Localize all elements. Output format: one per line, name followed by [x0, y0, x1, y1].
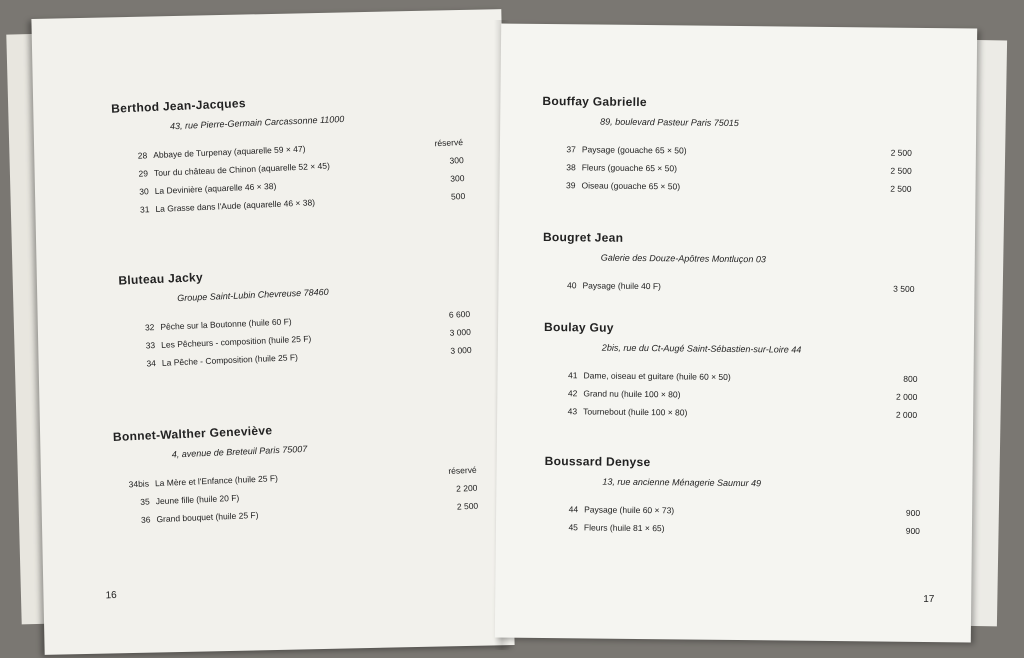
works-list [544, 504, 920, 544]
work-item: 44 Paysage (huile 60 × 73) 900 [568, 504, 921, 518]
work-item: 31 La Grasse dans l'Aude (aquarelle 46 × 38) 500 [139, 190, 466, 215]
works-list [120, 309, 472, 378]
work-item: 34bis La Mère et l'Enfance (huile 25 F) réservé [128, 464, 477, 490]
artist-address: 13, rue ancienne Ménagerie Saumur 49 [602, 476, 762, 489]
page-number: 16 [105, 589, 117, 602]
artist-address: 89, boulevard Pasteur Paris 75015 [600, 116, 739, 129]
work-item: 43 Tournebout (huile 100 × 80) 2 000 [567, 406, 918, 420]
works-list [542, 280, 914, 302]
artist-name: Bougret Jean [542, 229, 624, 245]
artist-address: Groupe Saint-Lubin Chevreuse 78460 [176, 286, 329, 304]
left-page [31, 9, 514, 655]
artist-entry [544, 454, 921, 544]
work-item: 33 Les Pêcheurs - composition (huile 25 F) 3 000 [145, 326, 472, 351]
artist-name: Berthod Jean-Jacques [110, 96, 247, 116]
works-list [115, 465, 479, 534]
artist-address: Galerie des Douze-Apôtres Montluçon 03 [600, 252, 766, 265]
work-item: 32 Pêche sur la Boutonne (huile 60 F) 6 600 [144, 308, 471, 333]
artist-entry [111, 87, 466, 224]
work-item: 34 La Pêche - Composition (huile 25 F) 3 000 [146, 344, 472, 369]
work-item: 39 Oiseau (gouache 65 × 50) 2 500 [566, 180, 912, 194]
artist-address: 43, rue Pierre-Germain Carcassonne 11000 [169, 113, 345, 132]
works-list [113, 137, 466, 224]
right-page [495, 24, 977, 643]
artist-name: Bonnet-Walther Geneviève [112, 423, 273, 444]
works-list [543, 370, 918, 428]
work-item: 35 Jeune fille (huile 20 F) 2 200 [140, 482, 478, 507]
artist-name: Bouffay Gabrielle [542, 93, 647, 110]
artist-entry [542, 230, 915, 302]
work-item: 41 Dame, oiseau et guitare (huile 60 × 50) 800 [568, 370, 918, 384]
artist-entry [113, 415, 479, 534]
work-item: 28 Abbaye de Turpenay (aquarelle 59 × 47) réservé [137, 137, 464, 161]
artist-entry [118, 259, 472, 378]
artist-address: 4, avenue de Breteuil Paris 75007 [171, 443, 308, 460]
work-item: 45 Fleurs (huile 81 × 65) 900 [568, 522, 920, 536]
page-number: 17 [923, 593, 935, 606]
artist-entry [541, 94, 912, 202]
artist-name: Boulay Guy [543, 319, 614, 335]
work-item: 42 Grand nu (huile 100 × 80) 2 000 [567, 388, 918, 402]
work-item: 38 Fleurs (gouache 65 × 50) 2 500 [566, 162, 912, 176]
work-item: 30 La Devinière (aquarelle 46 × 38) 300 [139, 173, 465, 197]
works-list [541, 144, 912, 202]
work-item: 37 Paysage (gouache 65 × 50) 2 500 [566, 144, 912, 158]
artist-name: Bluteau Jacky [118, 270, 204, 288]
work-item: 36 Grand bouquet (huile 25 F) 2 500 [140, 500, 479, 525]
artist-address: 2bis, rue du Ct-Augé Saint-Sébastien-sur-Loire 44 [601, 342, 802, 355]
work-item: 40 Paysage (huile 40 F) 3 500 [566, 280, 915, 294]
artist-entry [543, 320, 918, 428]
artist-name: Boussard Denyse [544, 454, 651, 470]
work-item: 29 Tour du château de Chinon (aquarelle 52 × 45) 300 [138, 155, 464, 179]
